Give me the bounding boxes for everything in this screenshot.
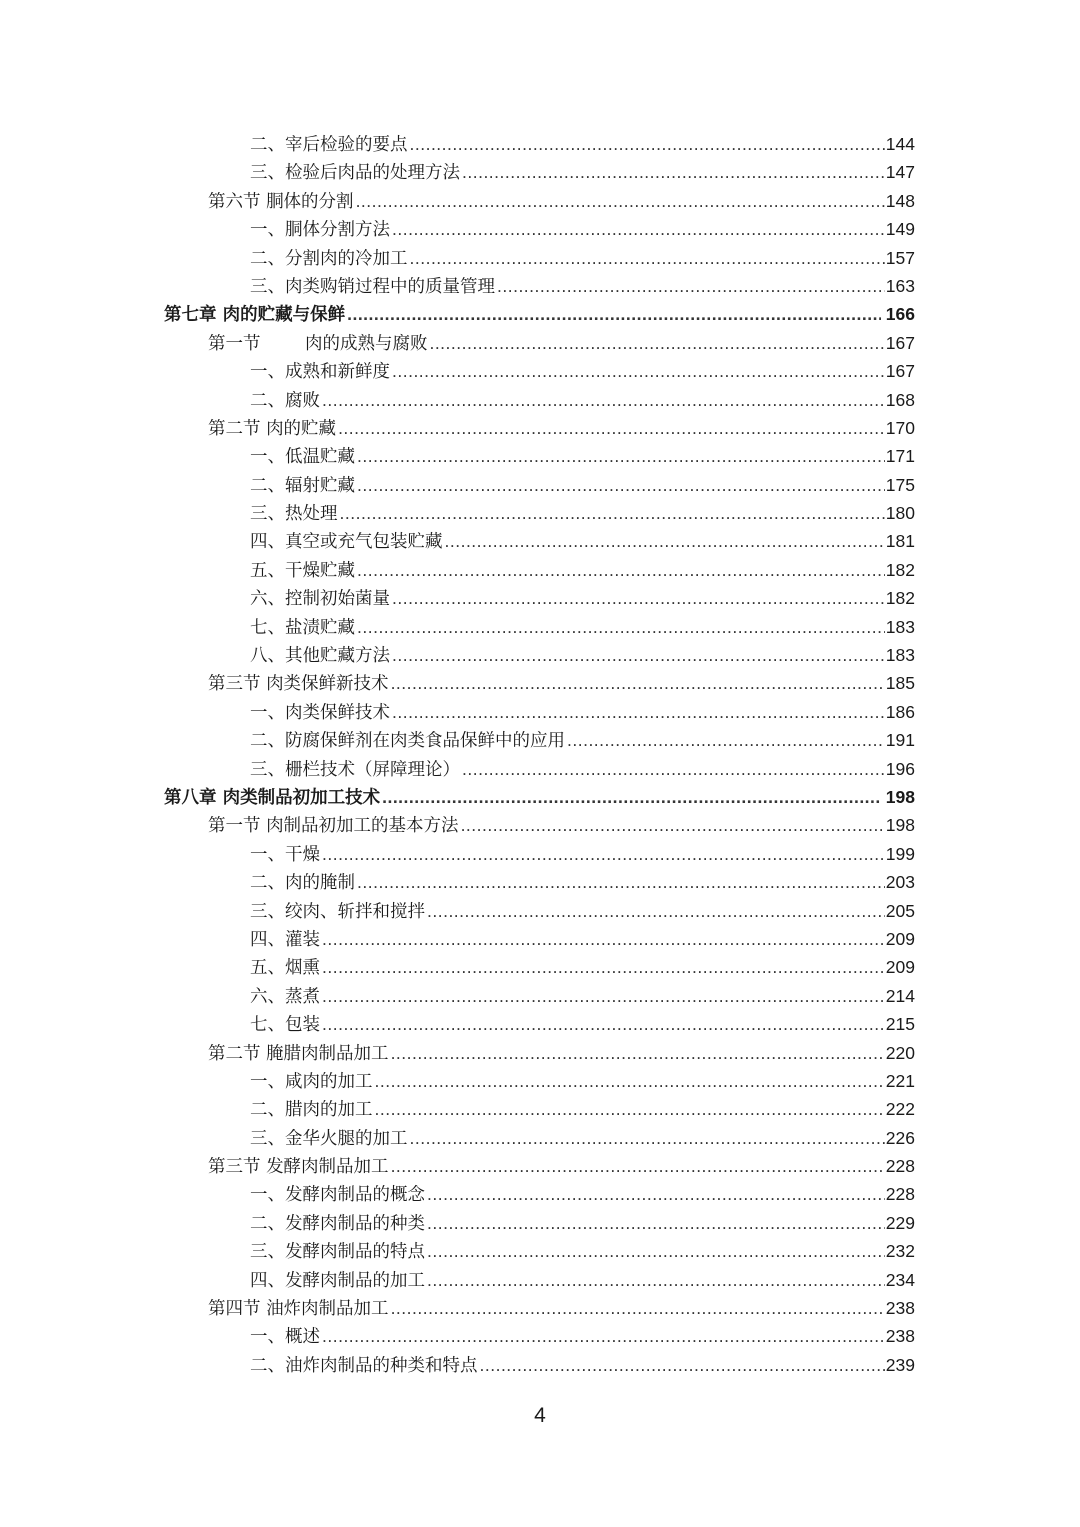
dot-leader — [410, 1124, 885, 1152]
toc-entry-item[interactable] — [0, 1067, 1080, 1095]
toc-entry-item[interactable] — [0, 442, 1080, 470]
dot-leader — [375, 1095, 885, 1123]
toc-entry-page: 149 — [885, 219, 915, 240]
toc-entry-title: 二、辐射贮藏 — [250, 475, 355, 496]
toc-entry-page: 148 — [885, 190, 915, 211]
toc-entry-page: 229 — [885, 1212, 915, 1233]
toc-entry-title: 三、热处理 — [250, 504, 338, 525]
toc-entry-page: 205 — [885, 900, 915, 921]
toc-entry-page: 185 — [885, 673, 915, 694]
toc-entry-page: 198 — [885, 786, 915, 807]
page-number: 4 — [534, 1404, 546, 1427]
toc-entry-page: 234 — [885, 1269, 915, 1290]
toc-entry-page: 238 — [885, 1298, 915, 1319]
dot-leader — [445, 527, 885, 555]
toc-entry-page: 199 — [885, 843, 915, 864]
toc-entry-page: 221 — [885, 1070, 915, 1091]
toc-entry-title: 七、包装 — [250, 1015, 320, 1036]
toc-entry-title: 二、分割肉的冷加工 — [250, 248, 408, 269]
toc-entry-page: 214 — [885, 985, 915, 1006]
toc-entry-title: 三、绞肉、斩拌和搅拌 — [250, 901, 425, 922]
dot-leader — [427, 1209, 885, 1237]
toc-entry-page: 167 — [885, 361, 915, 382]
dot-leader — [357, 556, 885, 584]
toc-entry-page: 182 — [885, 559, 915, 580]
dot-leader — [322, 1010, 885, 1038]
toc-entry-chapter[interactable] — [0, 783, 1080, 811]
dot-leader — [322, 953, 885, 981]
toc-entry-item[interactable] — [0, 982, 1080, 1010]
toc-entry-title: 四、灌装 — [250, 929, 320, 950]
toc-entry-item[interactable] — [0, 1209, 1080, 1237]
dot-leader — [357, 442, 885, 470]
toc-entry-title: 第八章 肉类制品初加工技术 — [164, 787, 381, 808]
toc-entry-item[interactable] — [0, 272, 1080, 300]
toc-entry-title: 三、发酵肉制品的特点 — [250, 1242, 425, 1263]
toc-entry-title: 第三节 发酵肉制品加工 — [208, 1157, 389, 1178]
toc-entry-item[interactable] — [0, 1351, 1080, 1379]
toc-entry-page: 209 — [885, 928, 915, 949]
dot-leader — [392, 357, 885, 385]
dot-leader — [322, 1322, 885, 1350]
toc-entry-page: 228 — [885, 1184, 915, 1205]
toc-entry-title: 第三节 肉类保鲜新技术 — [208, 674, 389, 695]
toc-entry-page: 157 — [885, 247, 915, 268]
toc-entry-page: 144 — [885, 134, 915, 154]
dot-leader — [338, 414, 885, 442]
dot-leader — [427, 897, 885, 925]
toc-entry-section[interactable] — [0, 1039, 1080, 1067]
toc-entry-item[interactable] — [0, 244, 1080, 272]
toc-entry-item[interactable] — [0, 840, 1080, 868]
table-of-contents — [0, 130, 1080, 1379]
toc-entry-page: 175 — [885, 474, 915, 495]
dot-leader — [480, 1351, 885, 1379]
dot-leader — [347, 300, 881, 328]
dot-leader — [392, 641, 885, 669]
toc-entry-title: 五、干燥贮藏 — [250, 560, 355, 581]
toc-entry-title: 一、低温贮藏 — [250, 447, 355, 468]
toc-entry-title: 二、防腐保鲜剂在肉类食品保鲜中的应用 — [250, 731, 565, 752]
dot-leader — [392, 584, 885, 612]
toc-entry-chapter[interactable] — [0, 300, 1080, 328]
toc-entry-item[interactable] — [0, 1322, 1080, 1350]
dot-leader — [356, 187, 885, 215]
toc-entry-item[interactable] — [0, 527, 1080, 555]
toc-entry-title: 二、油炸肉制品的种类和特点 — [250, 1355, 478, 1376]
toc-entry-title: 一、胴体分割方法 — [250, 220, 390, 241]
dot-leader — [497, 272, 885, 300]
toc-entry-title-continued: 肉的成熟与腐败 — [304, 333, 428, 354]
toc-entry-item[interactable] — [0, 357, 1080, 385]
toc-entry-item[interactable] — [0, 130, 1080, 158]
toc-entry-title: 第七章 肉的贮藏与保鲜 — [164, 305, 346, 326]
dot-leader — [391, 1152, 885, 1180]
dot-leader — [392, 215, 885, 243]
toc-entry-page: 209 — [885, 957, 915, 978]
toc-entry-title: 三、检验后肉品的处理方法 — [250, 163, 460, 184]
toc-entry-page: 171 — [885, 446, 915, 467]
toc-entry-item[interactable] — [0, 726, 1080, 754]
dot-leader — [461, 811, 885, 839]
toc-entry-title: 四、发酵肉制品的加工 — [250, 1270, 425, 1291]
toc-entry-page: 220 — [885, 1042, 915, 1063]
toc-entry-item[interactable] — [0, 868, 1080, 896]
toc-entry-title: 第二节 腌腊肉制品加工 — [208, 1043, 389, 1064]
dot-leader — [322, 386, 885, 414]
toc-entry-item[interactable] — [0, 499, 1080, 527]
toc-entry-page: 182 — [885, 588, 915, 609]
toc-entry-title: 一、发酵肉制品的概念 — [250, 1185, 425, 1206]
dot-leader — [427, 1180, 885, 1208]
dot-leader — [322, 840, 885, 868]
toc-entry-item[interactable] — [0, 953, 1080, 981]
toc-entry-item[interactable] — [0, 556, 1080, 584]
toc-entry-item[interactable] — [0, 755, 1080, 783]
toc-entry-section[interactable] — [0, 187, 1080, 215]
toc-entry-item[interactable] — [0, 584, 1080, 612]
dot-leader — [462, 158, 885, 186]
dot-leader — [410, 244, 885, 272]
dot-leader — [357, 613, 885, 641]
toc-entry-page: 238 — [885, 1326, 915, 1347]
dot-leader — [357, 868, 885, 896]
dot-leader — [462, 755, 885, 783]
toc-entry-item[interactable] — [0, 925, 1080, 953]
toc-entry-title: 三、栅栏技术（屏障理论） — [250, 759, 460, 780]
toc-entry-page: 170 — [885, 417, 915, 438]
toc-entry-title: 七、盐渍贮藏 — [250, 617, 355, 638]
toc-entry-title: 四、真空或充气包装贮藏 — [250, 532, 443, 553]
toc-entry-title: 二、发酵肉制品的种类 — [250, 1213, 425, 1234]
toc-entry-section[interactable] — [0, 669, 1080, 697]
toc-entry-page: 215 — [885, 1014, 915, 1035]
toc-entry-section[interactable] — [0, 811, 1080, 839]
toc-entry-page: 183 — [885, 616, 915, 637]
toc-entry-title: 六、控制初始菌量 — [250, 589, 390, 610]
toc-entry-title: 一、咸肉的加工 — [250, 1071, 373, 1092]
toc-entry-item[interactable] — [0, 897, 1080, 925]
dot-leader — [427, 1237, 885, 1265]
toc-entry-title: 一、肉类保鲜技术 — [250, 702, 390, 723]
toc-entry-page: 226 — [885, 1127, 915, 1148]
dot-leader — [357, 471, 885, 499]
toc-entry-page: 239 — [885, 1354, 915, 1375]
toc-entry-item[interactable] — [0, 1010, 1080, 1038]
toc-entry-page: 196 — [885, 758, 915, 779]
toc-entry-item[interactable] — [0, 215, 1080, 243]
toc-entry-item[interactable] — [0, 613, 1080, 641]
toc-entry-title: 第四节 油炸肉制品加工 — [208, 1299, 389, 1320]
toc-entry-title: 一、成熟和新鲜度 — [250, 362, 390, 383]
toc-entry-page: 183 — [885, 645, 915, 666]
toc-entry-page: 198 — [885, 815, 915, 836]
toc-entry-title: 五、烟熏 — [250, 958, 320, 979]
toc-entry-item[interactable] — [0, 386, 1080, 414]
toc-entry-title: 一、概述 — [250, 1327, 320, 1348]
toc-entry-section[interactable] — [0, 414, 1080, 442]
dot-leader — [322, 982, 885, 1010]
dot-leader — [340, 499, 885, 527]
toc-entry-title: 三、金华火腿的加工 — [250, 1128, 408, 1149]
toc-entry-page: 166 — [885, 304, 915, 325]
toc-entry-title: 三、肉类购销过程中的质量管理 — [250, 276, 495, 297]
dot-leader — [410, 130, 885, 158]
toc-entry-title: 二、腊肉的加工 — [250, 1100, 373, 1121]
toc-entry-title: 第一节 肉制品初加工的基本方法 — [208, 816, 459, 837]
toc-entry-page: 168 — [885, 389, 915, 410]
toc-entry-title: 二、腐败 — [250, 390, 320, 411]
toc-entry-page: 191 — [885, 730, 915, 751]
toc-entry-item[interactable] — [0, 1237, 1080, 1265]
toc-entry-page: 232 — [885, 1241, 915, 1262]
dot-leader — [429, 329, 884, 357]
toc-entry-page: 203 — [885, 872, 915, 893]
toc-entry-page: 167 — [885, 332, 915, 353]
toc-entry-page: 163 — [885, 275, 915, 296]
toc-entry-page: 186 — [885, 701, 915, 722]
toc-entry-title: 二、肉的腌制 — [250, 873, 355, 894]
toc-entry-item[interactable] — [0, 158, 1080, 186]
toc-entry-item[interactable] — [0, 471, 1080, 499]
dot-leader — [322, 925, 885, 953]
toc-entry-page: 181 — [885, 531, 915, 552]
toc-entry-title: 二、宰后检验的要点 — [250, 135, 408, 155]
dot-leader — [427, 1266, 885, 1294]
dot-leader — [391, 1294, 885, 1322]
toc-entry-page: 147 — [885, 162, 915, 183]
toc-entry-title: 一、干燥 — [250, 844, 320, 865]
toc-entry-section[interactable] — [0, 329, 1080, 357]
toc-entry-item[interactable] — [0, 1095, 1080, 1123]
dot-leader — [567, 726, 885, 754]
dot-leader — [391, 1039, 885, 1067]
dot-leader — [382, 783, 881, 811]
toc-entry-item[interactable] — [0, 1266, 1080, 1294]
toc-entry-title: 第二节 肉的贮藏 — [208, 418, 337, 439]
dot-leader — [392, 698, 885, 726]
dot-leader — [375, 1067, 885, 1095]
toc-entry-item[interactable] — [0, 1124, 1080, 1152]
toc-entry-title: 第一节 — [208, 333, 261, 354]
toc-entry-page: 180 — [885, 503, 915, 524]
toc-entry-page: 222 — [885, 1099, 915, 1120]
toc-entry-section[interactable] — [0, 1152, 1080, 1180]
dot-leader — [391, 669, 885, 697]
toc-entry-page: 228 — [885, 1156, 915, 1177]
toc-entry-title: 八、其他贮藏方法 — [250, 646, 390, 667]
toc-entry-item[interactable] — [0, 698, 1080, 726]
toc-entry-section[interactable] — [0, 1294, 1080, 1322]
toc-entry-item[interactable] — [0, 641, 1080, 669]
toc-entry-title: 第六节 胴体的分割 — [208, 191, 354, 212]
toc-entry-item[interactable] — [0, 1180, 1080, 1208]
toc-entry-title: 六、蒸煮 — [250, 986, 320, 1007]
